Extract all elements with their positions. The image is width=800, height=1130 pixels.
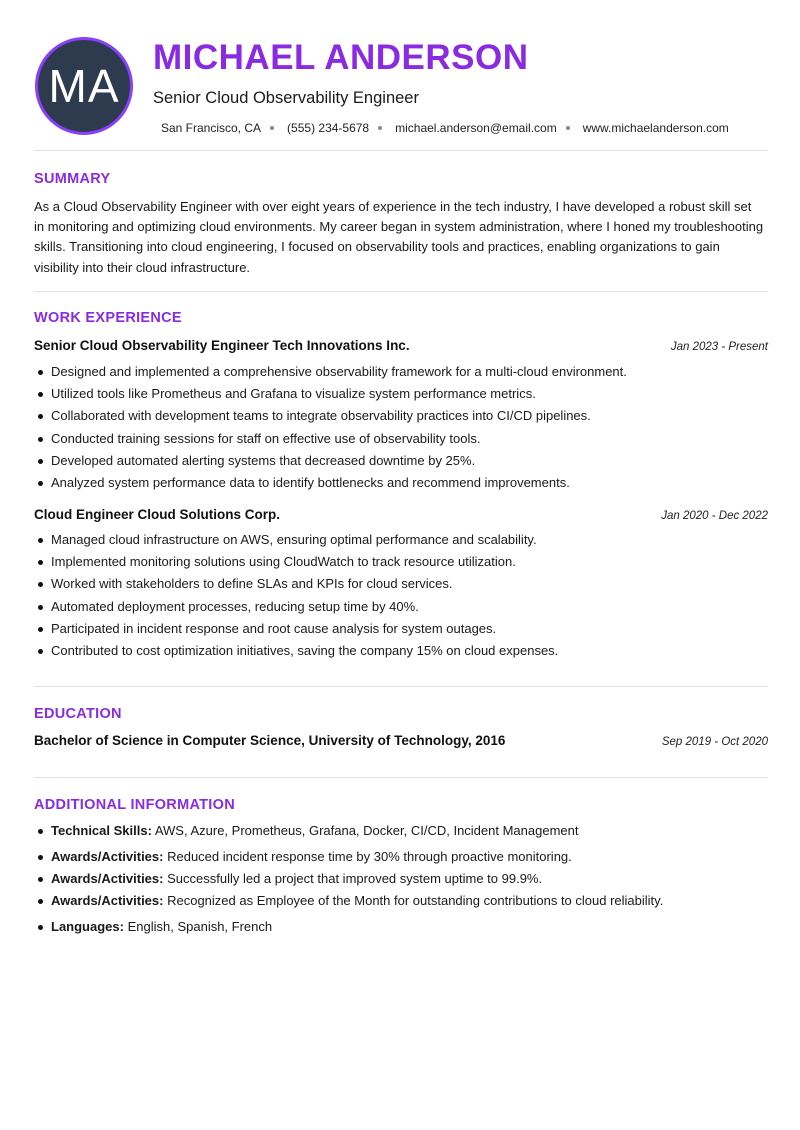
separator-dot-icon bbox=[270, 126, 274, 130]
divider bbox=[34, 777, 768, 778]
separator-dot-icon bbox=[378, 126, 382, 130]
info-text: Successfully led a project that improved system uptime to 99.9%. bbox=[167, 871, 543, 886]
list-item: Participated in incident response and root cause analysis for system outages. bbox=[34, 618, 768, 640]
job-role: Cloud Engineer Cloud Solutions Corp. bbox=[34, 507, 280, 522]
contact-email[interactable]: michael.anderson@email.com bbox=[395, 121, 557, 135]
additional-info-list bbox=[34, 820, 768, 938]
contact-phone[interactable]: (555) 234-5678 bbox=[287, 121, 370, 135]
avatar bbox=[35, 37, 133, 135]
info-label: Technical Skills: bbox=[51, 823, 152, 838]
list-item: Conducted training sessions for staff on effective use of observability tools. bbox=[34, 428, 768, 450]
summary-text: As a Cloud Observability Engineer with over eight years of experience in the tech industry, I have developed a robust skill set in monitoring and optimizing cloud environments. My career began in system administration, where I honed my troubleshooting skills. Transitioning into cloud engineering, I focused on observability tools and practices, enabling organizations to gain visibility into their cloud infrastructure. bbox=[34, 199, 764, 275]
divider bbox=[34, 686, 768, 687]
divider bbox=[34, 150, 768, 151]
additional-info-heading: ADDITIONAL INFORMATION bbox=[34, 797, 235, 813]
list-item bbox=[34, 820, 768, 842]
list-item bbox=[34, 846, 768, 868]
list-item bbox=[34, 868, 768, 890]
info-label: Awards/Activities: bbox=[51, 849, 164, 864]
info-label: Awards/Activities: bbox=[51, 893, 164, 908]
info-text: English, Spanish, French bbox=[127, 919, 273, 934]
candidate-title: Senior Cloud Observability Engineer bbox=[153, 89, 419, 107]
info-text: Recognized as Employee of the Month for outstanding contributions to cloud reliability. bbox=[167, 893, 664, 908]
job-dates: Jan 2020 - Dec 2022 bbox=[661, 510, 768, 522]
list-item: Managed cloud infrastructure on AWS, ensuring optimal performance and scalability. bbox=[34, 529, 768, 551]
contact-location: San Francisco, CA bbox=[161, 121, 262, 135]
list-item: Developed automated alerting systems that decreased downtime by 25%. bbox=[34, 450, 768, 472]
education-heading: EDUCATION bbox=[34, 706, 122, 722]
list-item: Analyzed system performance data to identify bottlenecks and recommend improvements. bbox=[34, 472, 768, 494]
list-item bbox=[34, 890, 768, 912]
education-dates: Sep 2019 - Oct 2020 bbox=[661, 736, 768, 748]
info-label: Awards/Activities: bbox=[51, 871, 164, 886]
job-header bbox=[34, 507, 768, 522]
job-bullets bbox=[34, 361, 768, 494]
job-bullets bbox=[34, 529, 768, 662]
list-item: Implemented monitoring solutions using CloudWatch to track resource utilization. bbox=[34, 551, 768, 573]
work-experience-heading: WORK EXPERIENCE bbox=[34, 310, 182, 326]
list-item: Designed and implemented a comprehensive observability framework for a multi-cloud environment. bbox=[34, 361, 768, 383]
info-text: Reduced incident response time by 30% through proactive monitoring. bbox=[167, 849, 572, 864]
education-degree: Bachelor of Science in Computer Science, University of Technology, 2016 bbox=[34, 733, 506, 748]
divider bbox=[34, 291, 768, 292]
candidate-name: MICHAEL ANDERSON bbox=[153, 38, 529, 77]
list-item: Automated deployment processes, reducing setup time by 40%. bbox=[34, 596, 768, 618]
list-item: Collaborated with development teams to integrate observability practices into CI/CD pipelines. bbox=[34, 405, 768, 427]
info-text: AWS, Azure, Prometheus, Grafana, Docker, CI/CD, Incident Management bbox=[154, 823, 579, 838]
list-item: Worked with stakeholders to define SLAs and KPIs for cloud services. bbox=[34, 573, 768, 595]
list-item: Utilized tools like Prometheus and Grafana to visualize system performance metrics. bbox=[34, 383, 768, 405]
summary-heading: SUMMARY bbox=[34, 171, 111, 187]
contact-website[interactable]: www.michaelanderson.com bbox=[582, 121, 729, 135]
contact-bar bbox=[161, 120, 729, 136]
avatar-initials: MA bbox=[48, 60, 120, 112]
list-item: Contributed to cost optimization initiatives, saving the company 15% on cloud expenses. bbox=[34, 640, 768, 662]
job-header bbox=[34, 338, 768, 353]
list-item bbox=[34, 916, 768, 938]
education-entry bbox=[34, 733, 768, 748]
separator-dot-icon bbox=[566, 126, 570, 130]
job-role: Senior Cloud Observability Engineer Tech Innovations Inc. bbox=[34, 338, 410, 353]
job-dates: Jan 2023 - Present bbox=[670, 341, 768, 353]
info-label: Languages: bbox=[51, 919, 124, 934]
